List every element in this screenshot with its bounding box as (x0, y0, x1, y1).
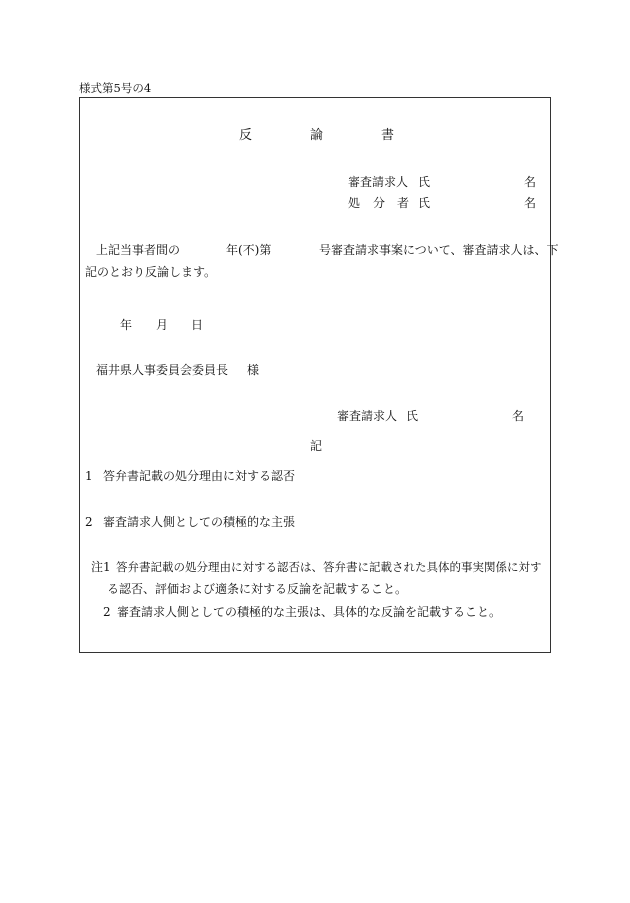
note-2-text: 審査請求人側としての積極的な主張は、具体的な反論を記載すること。 (117, 605, 502, 619)
ki-heading: 記 (310, 439, 323, 453)
signature-label: 審査請求人 (337, 409, 398, 423)
form-number: 様式第5号の4 (79, 81, 152, 95)
note-1-prefix: 注1 (91, 560, 111, 574)
note-1-line1: 答弁書記載の処分理由に対する認否は、答弁書に記載された具体的事実関係に対す (116, 560, 542, 574)
date-month: 月 (156, 318, 169, 332)
respondent-char-1: 処 (348, 196, 361, 210)
claimant-label: 審査請求人 (348, 175, 409, 189)
addressee-name: 福井県人事委員会委員長 (96, 363, 229, 377)
respondent-char-2: 分 (373, 196, 386, 210)
item-1-text: 答弁書記載の処分理由に対する認否 (103, 469, 296, 483)
item-1-number: 1 (85, 469, 93, 483)
title-char-1: 反 (239, 128, 253, 143)
title-char-2: 論 (310, 128, 324, 143)
claimant-mei: 名 (524, 175, 537, 189)
note-2-prefix: 2 (103, 605, 111, 619)
date-year: 年 (120, 318, 133, 332)
respondent-char-3: 者 (397, 196, 410, 210)
signature-mei: 名 (512, 409, 525, 423)
intro-line1-c: 号審査請求事案について、審査請求人は、下 (319, 243, 559, 257)
intro-line2: 記のとおり反論します。 (85, 265, 217, 279)
addressee-honorific: 様 (247, 363, 260, 377)
intro-line1-a: 上記当事者間の (96, 243, 181, 257)
note-1-line2: る認否、評価および適条に対する反論を記載すること。 (107, 582, 408, 596)
title-char-3: 書 (381, 128, 395, 143)
item-2-number: 2 (85, 515, 93, 529)
date-day: 日 (191, 318, 204, 332)
respondent-ji: 氏 (418, 196, 431, 210)
respondent-mei: 名 (524, 196, 537, 210)
claimant-ji: 氏 (418, 175, 431, 189)
item-2-text: 審査請求人側としての積極的な主張 (103, 515, 296, 529)
signature-ji: 氏 (406, 409, 419, 423)
intro-line1-b: 年(不)第 (226, 243, 272, 257)
